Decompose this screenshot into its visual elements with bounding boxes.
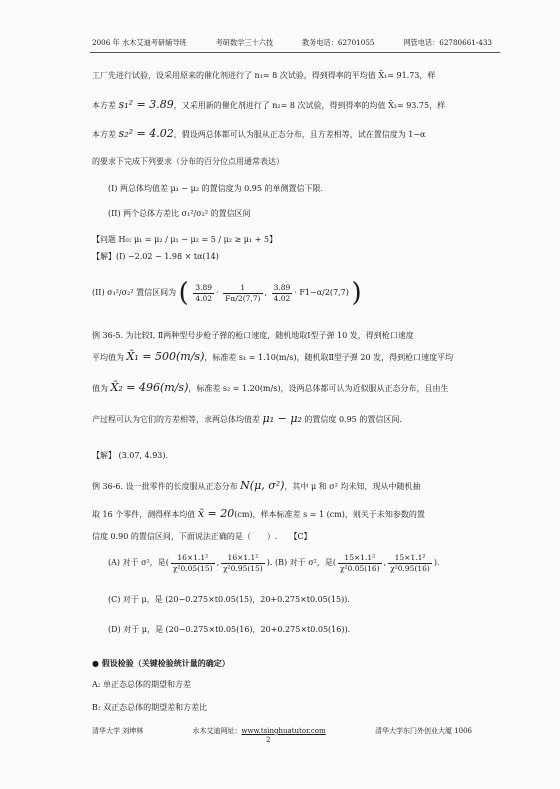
numerator: 3.89 <box>195 282 213 292</box>
numerator: 3.89 <box>273 282 291 292</box>
text: (II) σ₁²/σ₂² 置信区间为 <box>92 288 177 297</box>
example-5-line-1: 例 36-5. 为比较Ⅰ, Ⅱ两种型号步枪子弹的枪口速度，随机地取Ⅰ型子弹 10 发，得到枪口速度 <box>92 331 414 340</box>
fraction <box>171 553 215 574</box>
formula: X̄₁= 91.73 <box>378 71 420 80</box>
text: 平均值为 <box>92 353 124 362</box>
example-5-answer: 【解】 (3.07, 4.93). <box>92 451 169 460</box>
numerator: 1 <box>223 283 262 294</box>
text: 次试验，得到得率的均值 <box>297 101 386 110</box>
text: ，标准差 s₂ = 1.20(m/s)，设两总体都可认为近似服从正态分布，且由生 <box>188 384 449 393</box>
numerator: 15×1.1² <box>388 553 432 564</box>
text: 产过程可认为它们的方差相等，求两总体均值差 <box>92 415 260 424</box>
answer-2: (II) σ₁²/σ₂² 置信区间为 ( $\frac{3.89}{4.02}$ · $\frac{1}{F\alpha/2(7,7)}$ , $\frac{3.89}{4.02}$ · F1−α/2(7,7) ) <box>92 278 362 308</box>
denominator: χ²0.05(16) <box>339 563 380 573</box>
formula: X̄₁ = 500(m/s) <box>126 350 205 363</box>
formula: n₂= 8 <box>272 101 295 110</box>
fraction <box>223 283 262 304</box>
page-number: 2 <box>266 736 271 744</box>
text: ，又采用新的催化剂进行了 <box>173 101 270 110</box>
text: 值为 <box>92 384 108 393</box>
option-a-label: (A) 对于 σ²，是 <box>108 558 166 567</box>
text: 工厂先进行试验，设采用原来的催化剂进行了 <box>92 71 252 80</box>
formula: s₂² = 4.02 <box>118 127 174 140</box>
item-b: B: 双正态总体的期望差和方差比 <box>92 703 208 712</box>
denominator: χ²0.95(15) <box>223 563 263 573</box>
footer-site-label: 水木艾迪网址： <box>192 727 242 735</box>
formula: s₁² = 3.89 <box>118 98 174 111</box>
denominator: 4.02 <box>273 293 291 303</box>
page-footer <box>92 726 472 736</box>
numerator: 16×1.1² <box>221 553 265 564</box>
denominator: χ²0.05(15) <box>172 563 213 573</box>
formula: n₁= 8 <box>254 71 278 80</box>
text: ，样 <box>419 71 436 80</box>
text: 例 36-6. 设一批零件的长度服从正态分布 <box>92 482 238 491</box>
example-5-line-3 <box>92 381 448 396</box>
text: 的置信度 0.95 的置信区间. <box>304 415 402 424</box>
denominator: χ²0.95(16) <box>390 563 430 573</box>
formula: μ₁ − μ₂ <box>262 412 302 425</box>
header-middle: 考研数学三十六技 <box>215 38 274 47</box>
section-heading: ● 假设检验（关键检验统计量的确定） <box>92 658 230 668</box>
fraction <box>338 553 382 574</box>
answer-1: 【解】(I) −2.02 − 1.98 × tα(14) <box>92 252 219 261</box>
fraction <box>221 553 265 574</box>
numerator: 15×1.1² <box>338 553 382 564</box>
example-6-line-2 <box>92 507 425 522</box>
text: 本方差 <box>92 130 116 139</box>
question-2: (II) 两个总体方差比 σ₁²/σ₂² 的置信区间 <box>108 209 251 218</box>
text-line-3 <box>92 127 425 142</box>
text-line-2 <box>92 98 445 113</box>
right-paren: ) <box>351 278 362 308</box>
text: 次试验，得到得率的平均值 <box>279 71 376 80</box>
example-6-line-3: 信度 0.90 的置信区间，下面说法正确的是（ ）. 【C】 <box>92 532 312 541</box>
formula: · F1−α/2(7,7) <box>294 288 349 297</box>
text: 取 16 个零件，测得样本均值 <box>92 510 196 519</box>
denominator: Fα/2(7,7) <box>225 293 261 303</box>
text: ，标准差 s₁ = 1.10(m/s)，随机取Ⅱ型子弹 20 发，得到枪口速度平均 <box>204 353 454 362</box>
denominator: 4.02 <box>195 293 213 303</box>
example-5-line-4 <box>92 412 402 427</box>
text: ，样 <box>429 101 446 110</box>
option-b-label: (B) 对于 σ²，是 <box>274 558 333 567</box>
website-link[interactable]: www.tsinghuatutor.com <box>241 727 326 735</box>
header-rule <box>90 52 500 53</box>
formula: x̄ = 20 <box>197 507 235 520</box>
text: 本方差 <box>92 101 116 110</box>
text: ，假设两总体都可认为服从正态分布，且方差相等，试在置信度为 1−α <box>173 130 426 139</box>
footer-mid <box>193 726 326 736</box>
left-paren: ( <box>178 278 189 308</box>
footer-left: 清华大学 刘坤林 <box>92 727 144 735</box>
problem-note: 【问题 H₀: μ₁ = μ₂ / μ₁ − μ₂ = 5 / μ₂ ≥ μ₁ + 5】 <box>92 235 278 244</box>
formula: N(μ, σ²) <box>240 479 285 492</box>
fraction <box>193 283 214 304</box>
header-tel2: 网管电话：62780661-433 <box>403 38 492 47</box>
item-a: A: 单正态总体的期望和方差 <box>92 680 192 689</box>
fraction <box>272 283 293 304</box>
footer-right: 清华大学东门外创业大厦 1006 <box>374 727 472 735</box>
formula: X̄₂= 93.75 <box>388 101 430 110</box>
example-5-line-2 <box>92 350 453 365</box>
fraction <box>388 553 432 574</box>
formula: X̄₂ = 496(m/s) <box>110 381 189 394</box>
header-tel1: 教务电话：62701055 <box>301 38 375 47</box>
text: (cm)，样本标准差 s = 1 (cm)，则关于未知参数的置 <box>234 510 425 519</box>
option-c: (C) 对于 μ，是 (20−0.275×t0.05(15)，20+0.275×t0.05(15)). <box>108 595 350 604</box>
numerator: 16×1.1² <box>171 553 215 564</box>
question-1: (I) 两总体均值差 μ₁ − μ₂ 的置信度为 0.95 的单侧置信下限. <box>108 184 324 193</box>
text-line-4: 的要求下完成下列要求（分布的百分位点用通常表达） <box>92 157 284 166</box>
page-header <box>92 38 492 48</box>
example-6-line-1 <box>92 479 420 494</box>
option-d: (D) 对于 μ，是 (20−0.275×t0.05(16)，20+0.275×t0.05(16)). <box>108 625 351 634</box>
text: ，其中 μ 和 σ² 均未知，现从中随机抽 <box>284 482 421 491</box>
option-a-b: (A) 对于 σ²，是( $\frac{\text{16×1.1²}}{\text{χ²0.05(15)}}$ , $\frac{\text{16×1.1²}}{\text{χ²0.95(15)}}$ ). (B) 对于 σ²，是( $\frac{\text{15×1.1²}}{\text{χ²0.05(16)}}$ , $\frac{\text{15×1.1²}}{\text{χ²0.95(16)}}$ ). <box>108 552 440 573</box>
text-line-1 <box>92 69 435 83</box>
header-left: 2006 年 水木艾迪考研辅导班 <box>92 38 187 47</box>
